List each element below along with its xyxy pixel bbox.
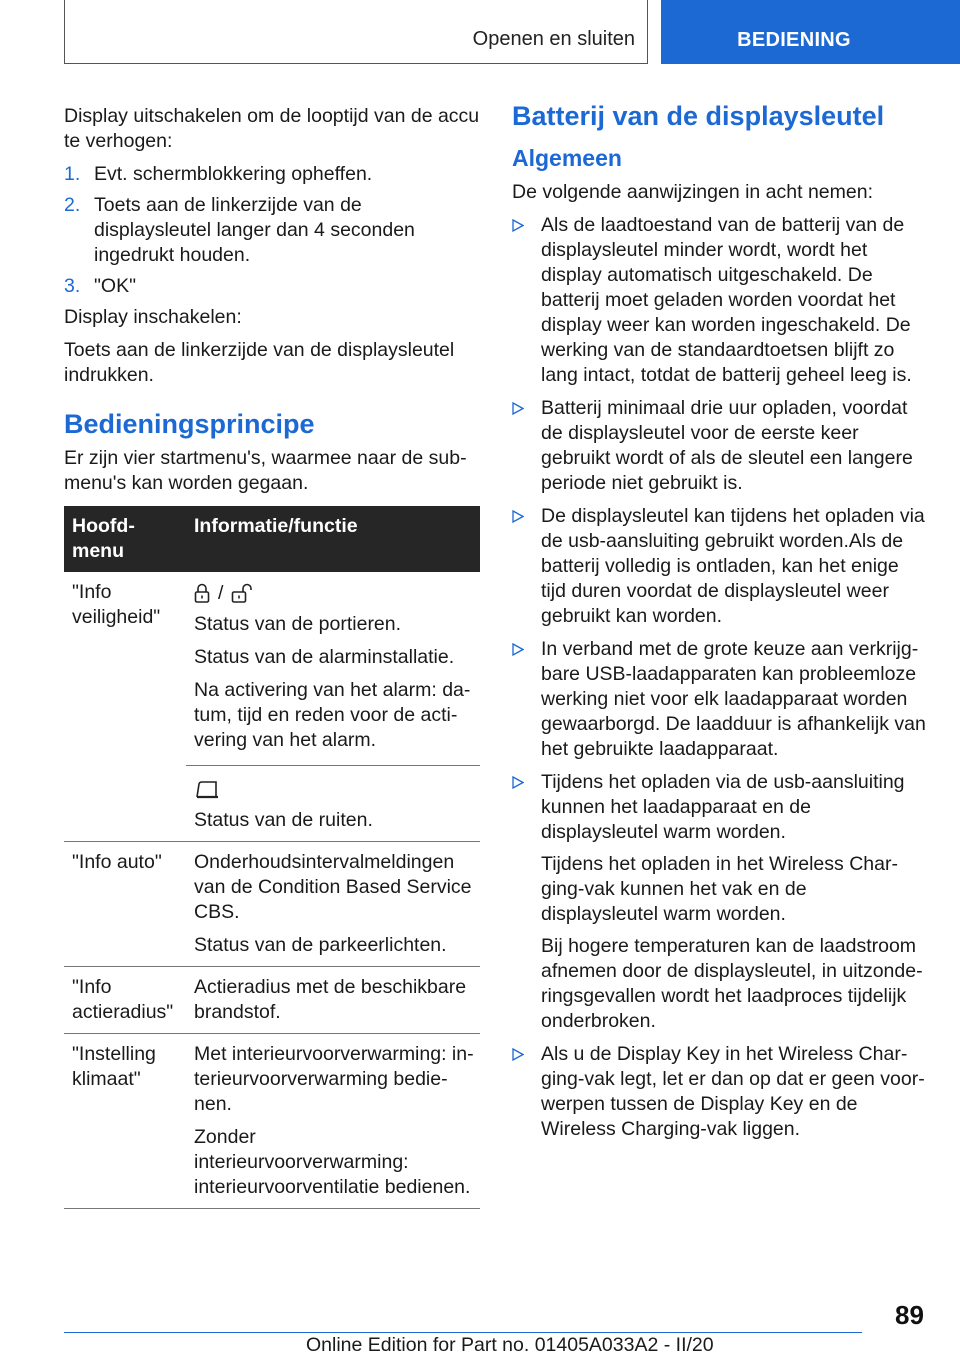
note-text: Als de laadtoestand van de batterij van de displaysleutel minder wordt, wordt het display automatisch uitgeschakeld. De batterij moet geladen worden voordat het display weer kan worden ingeschakeld. De werking van de standaardtoetsen blijft zo lang intact, totdat de batterij geheel leeg is. bbox=[541, 214, 912, 386]
list-item bbox=[512, 1042, 928, 1142]
bullet-triangle-icon bbox=[512, 402, 524, 415]
footer-divider bbox=[64, 1332, 862, 1333]
step-text: "OK" bbox=[94, 275, 137, 297]
header-section-tab bbox=[661, 0, 960, 64]
note-text: Tijdens het opladen via de usb-aansluiting kunnen het laadapparaat en de displaysleutel warm worden. bbox=[541, 771, 905, 843]
steps-list bbox=[64, 162, 480, 299]
list-item bbox=[512, 504, 928, 629]
step-text: Evt. schermblokkering opheffen. bbox=[94, 163, 373, 185]
list-item bbox=[512, 770, 928, 1034]
step-number: 2. bbox=[64, 194, 81, 216]
menu-table bbox=[64, 506, 480, 1209]
table-header-menu: Hoofdmenu bbox=[64, 506, 186, 572]
lock-icons bbox=[194, 580, 474, 606]
menu-cell: "Info auto" bbox=[64, 842, 186, 967]
general-subheading: Algemeen bbox=[512, 145, 622, 171]
bullet-triangle-icon bbox=[512, 510, 524, 523]
bullet-triangle-icon bbox=[512, 1048, 524, 1061]
table-row bbox=[64, 967, 480, 1034]
info-text: Onderhoudsintervalmeldingen van de Condition Based Service CBS. bbox=[194, 851, 472, 923]
note-text: Bij hogere temperaturen kan de laadstroom afnemen door de displaysleutel, in uitzonderingsgevallen wordt het laadproces tijdelijk onderbroken. bbox=[541, 935, 923, 1032]
list-item bbox=[512, 396, 928, 496]
table-row bbox=[64, 1034, 480, 1209]
header-chapter-box bbox=[64, 0, 648, 64]
icon-separator: / bbox=[218, 581, 224, 604]
info-text: Actieradius met de beschikbare brandstof. bbox=[194, 976, 467, 1023]
list-item bbox=[64, 274, 480, 299]
battery-heading: Batterij van de displaysleutel bbox=[512, 101, 885, 131]
notes-list bbox=[512, 213, 928, 1142]
info-cell bbox=[186, 572, 480, 842]
note-text: In verband met de grote keuze aan verkrijgbare USB-laadapparaten kan probleemloze werking niet voor elk laadapparaat worden gewaarborgd. De laadduur is afhankelijk van het gebruikte laadapparaat. bbox=[541, 638, 926, 760]
window-icon-line bbox=[194, 776, 474, 802]
bullet-triangle-icon bbox=[512, 219, 524, 232]
lock-open-icon bbox=[231, 582, 257, 604]
menu-cell: "Instelling klimaat" bbox=[64, 1034, 186, 1209]
step-number: 1. bbox=[64, 163, 81, 185]
note-text: Als u de Display Key in het Wireless Charging-vak legt, let er dan op dat er geen voorwerpen tussen de Display Key en de Wireless Charging-vak liggen. bbox=[541, 1043, 925, 1140]
left-column bbox=[64, 104, 480, 1209]
note-text: Tijdens het opladen in het Wireless Charging-vak kunnen het vak en de displaysleutel warm worden. bbox=[541, 853, 898, 925]
note-text: De displaysleutel kan tijdens het opladen via de usb-aansluiting gebruikt worden.Als de batterij volledig is ontladen, kan het enige tijd duren voordat de displaysleutel weer gebruikt kan worden. bbox=[541, 505, 925, 627]
windows-subcell bbox=[186, 765, 480, 833]
info-cell bbox=[186, 1034, 480, 1209]
note-text: Batterij minimaal drie uur opladen, voordat de displaysleutel voor de eerste keer gebruikt wordt of als de sleutel een langere periode niet gebruikt is. bbox=[541, 397, 913, 494]
info-text: Status van de ruiten. bbox=[194, 809, 373, 831]
general-intro: De volgende aanwijzingen in acht nemen: bbox=[512, 181, 873, 203]
info-text: Met interieurvoorverwarming: interieurvoorverwarming bedienen. bbox=[194, 1043, 474, 1115]
bullet-triangle-icon bbox=[512, 643, 524, 656]
table-row bbox=[64, 842, 480, 967]
info-text: Na activering van het alarm: datum, tijd en reden voor de activering van het alarm. bbox=[194, 679, 471, 751]
table-header-info: Informatie/functie bbox=[186, 506, 480, 572]
lock-closed-icon bbox=[194, 582, 210, 604]
menu-cell: "Info actieradius" bbox=[64, 967, 186, 1034]
right-column bbox=[512, 100, 928, 1150]
info-text: Status van de parkeerlichten. bbox=[194, 934, 447, 956]
page-number: 89 bbox=[895, 1300, 924, 1330]
info-cell bbox=[186, 842, 480, 967]
info-text: Status van de portieren. bbox=[194, 613, 402, 635]
list-item bbox=[512, 213, 928, 388]
window-icon bbox=[194, 778, 220, 800]
section-intro: Er zijn vier startmenu's, waarmee naar de submenu's kan worden gegaan. bbox=[64, 447, 467, 494]
step-text: Toets aan de linkerzijde van de displaysleutel langer dan 4 seconden ingedrukt houden. bbox=[94, 194, 415, 266]
section-title: BEDIENING bbox=[737, 29, 851, 51]
info-text: Zonder interieurvoorverwarming: interieurvoorventilatie bedienen. bbox=[194, 1126, 471, 1198]
intro-text: Display uitschakelen om de looptijd van de accu te verhogen: bbox=[64, 105, 480, 152]
chapter-title: Openen en sluiten bbox=[472, 28, 635, 50]
list-item bbox=[64, 193, 480, 268]
list-item bbox=[512, 637, 928, 762]
display-on-text: Toets aan de linkerzijde van de displaysleutel indrukken. bbox=[64, 339, 455, 386]
info-text: Status van de alarminstallatie. bbox=[194, 646, 455, 668]
section-heading: Bedieningsprincipe bbox=[64, 409, 315, 439]
menu-cell: "Info veiligheid" bbox=[64, 572, 186, 842]
step-number: 3. bbox=[64, 275, 81, 297]
bullet-triangle-icon bbox=[512, 776, 524, 789]
table-row bbox=[64, 572, 480, 842]
list-item bbox=[64, 162, 480, 187]
footer-edition: Online Edition for Part no. 01405A033A2 - II/20 bbox=[306, 1334, 714, 1356]
display-on-heading: Display inschakelen: bbox=[64, 306, 242, 328]
info-cell bbox=[186, 967, 480, 1034]
table-header-row bbox=[64, 506, 480, 572]
